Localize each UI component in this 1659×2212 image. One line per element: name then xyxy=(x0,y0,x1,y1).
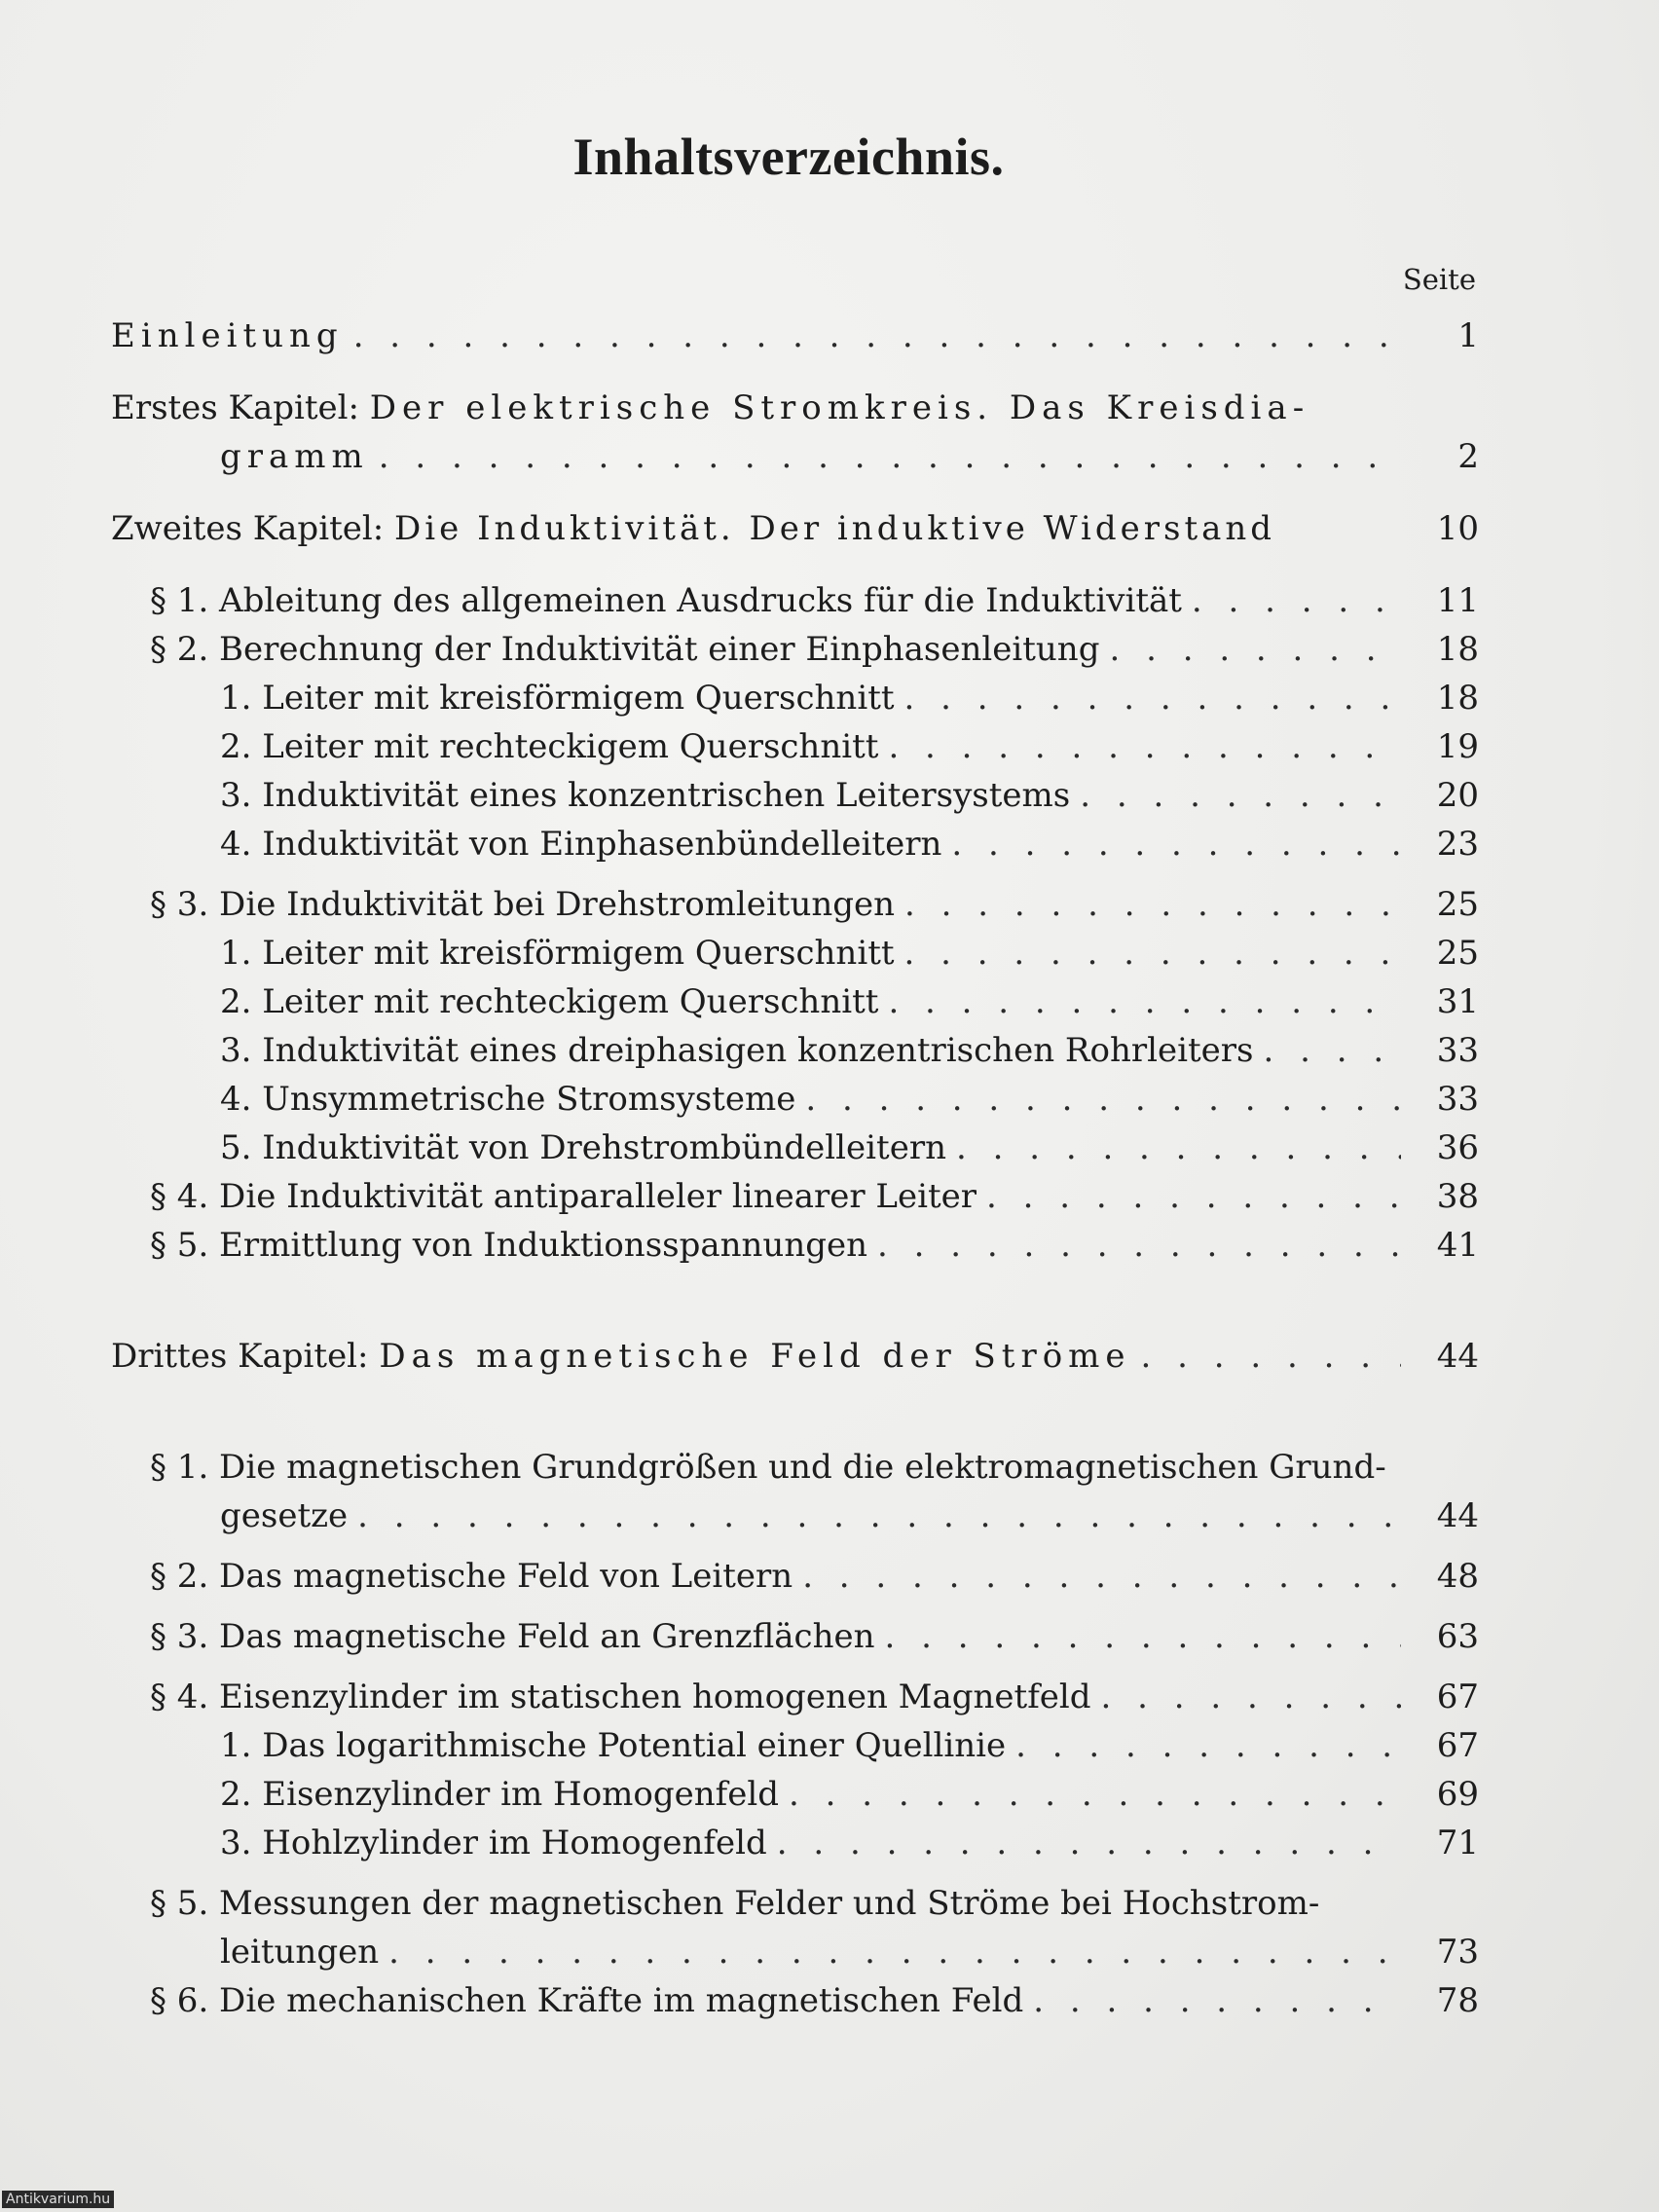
toc-entry-chapter-2 xyxy=(111,504,1479,553)
toc-entry-subsection xyxy=(111,977,1479,1026)
toc-entry-subsection xyxy=(111,674,1479,722)
entry-page: 69 xyxy=(1436,1775,1479,1814)
entry-page: 11 xyxy=(1436,581,1479,620)
entry-text: § 5. Ermittlung von Induktionsspannungen xyxy=(150,1226,867,1265)
entry-continuation: gramm xyxy=(220,437,369,476)
entry-page: 36 xyxy=(1436,1128,1479,1167)
entry-continuation: leitungen xyxy=(220,1933,380,1972)
toc-entry-subsection xyxy=(111,820,1479,868)
entry-page: 23 xyxy=(1436,825,1479,864)
toc-entry-chapter-1 xyxy=(111,384,1479,481)
entry-page: 44 xyxy=(1436,1496,1479,1535)
toc-entry-section xyxy=(111,1552,1479,1601)
toc-entry-section xyxy=(111,1976,1479,2025)
toc-entry-einleitung xyxy=(111,312,1479,360)
entry-text: 2. Leiter mit rechteckigem Querschnitt xyxy=(220,982,879,1021)
entry-page: 73 xyxy=(1436,1933,1479,1972)
entry-page: 2 xyxy=(1457,437,1479,476)
toc-entry-subsection xyxy=(111,1770,1479,1819)
entry-page: 63 xyxy=(1436,1617,1479,1656)
entry-text: 5. Induktivität von Drehstrombündelleitern xyxy=(220,1128,946,1167)
entry-text: § 2. Das magnetische Feld von Leitern xyxy=(150,1557,793,1596)
entry-text: 4. Unsymmetrische Stromsysteme xyxy=(220,1080,796,1119)
entry-text: Das magnetische Feld der Ströme xyxy=(379,1337,1131,1376)
entry-page: 10 xyxy=(1436,509,1479,548)
entry-page: 44 xyxy=(1436,1337,1479,1376)
entry-text: 1. Leiter mit kreisförmigem Querschnitt xyxy=(220,934,895,973)
toc-entry-subsection xyxy=(111,771,1479,820)
entry-text: § 1. Ableitung des allgemeinen Ausdrucks für die Induktivität xyxy=(150,581,1182,620)
entry-text: § 2. Berechnung der Induktivität einer Einphasenleitung xyxy=(150,630,1100,669)
toc-entry-chapter-3 xyxy=(111,1332,1479,1381)
entry-text: 1. Das logarithmische Potential einer Quellinie xyxy=(220,1726,1007,1765)
page-column-header: Seite xyxy=(1402,263,1476,296)
toc-entry-section xyxy=(111,1221,1479,1270)
toc-entry-subsection xyxy=(111,1026,1479,1075)
toc-entry-subsection xyxy=(111,1819,1479,1867)
toc-entry-subsection xyxy=(111,1721,1479,1770)
toc-entry-section xyxy=(111,625,1479,674)
entry-text: § 4. Die Induktivität antiparalleler linearer Leiter xyxy=(150,1177,977,1216)
entry-text: Die Induktivität. Der induktive Widerstand xyxy=(394,509,1276,548)
entry-text: § 5. Messungen der magnetischen Felder und Ströme bei Hochstrom- xyxy=(150,1884,1320,1923)
table-of-contents xyxy=(111,312,1479,2025)
toc-entry-section xyxy=(111,1612,1479,1661)
entry-text: § 6. Die mechanischen Kräfte im magnetischen Feld xyxy=(150,1981,1024,2020)
entry-page: 67 xyxy=(1436,1677,1479,1716)
entry-page: 48 xyxy=(1436,1557,1479,1596)
entry-text: Der elektrische Stromkreis. Das Kreisdia- xyxy=(369,388,1310,427)
toc-entry-subsection xyxy=(111,1075,1479,1124)
entry-text: § 1. Die magnetischen Grundgrößen und die elektromagnetischen Grund- xyxy=(150,1448,1386,1487)
toc-entry-section xyxy=(111,1879,1479,1976)
toc-entry-section xyxy=(111,1172,1479,1221)
toc-entry-section xyxy=(111,1443,1479,1540)
entry-text: § 3. Die Induktivität bei Drehstromleitungen xyxy=(150,885,896,924)
entry-text: 3. Induktivität eines konzentrischen Leitersystems xyxy=(220,776,1071,815)
entry-text: 3. Induktivität eines dreiphasigen konzentrischen Rohrleiters xyxy=(220,1031,1254,1070)
toc-entry-subsection xyxy=(111,1124,1479,1172)
entry-continuation: gesetze xyxy=(220,1496,349,1535)
entry-page: 38 xyxy=(1436,1177,1479,1216)
toc-entry-subsection xyxy=(111,722,1479,771)
entry-page: 33 xyxy=(1436,1080,1479,1119)
chapter-label: Erstes Kapitel: xyxy=(111,388,359,427)
entry-page: 25 xyxy=(1436,934,1479,973)
page-title: Inhaltsverzeichnis. xyxy=(572,128,1005,186)
entry-text: 2. Leiter mit rechteckigem Querschnitt xyxy=(220,727,879,766)
entry-page: 78 xyxy=(1436,1981,1479,2020)
entry-page: 20 xyxy=(1436,776,1479,815)
toc-entry-section xyxy=(111,576,1479,625)
entry-page: 18 xyxy=(1436,630,1479,669)
entry-text: 3. Hohlzylinder im Homogenfeld xyxy=(220,1824,767,1862)
entry-page: 33 xyxy=(1436,1031,1479,1070)
entry-text: 1. Leiter mit kreisförmigem Querschnitt xyxy=(220,679,895,718)
entry-text: § 4. Eisenzylinder im statischen homogenen Magnetfeld xyxy=(150,1677,1091,1716)
watermark: Antikvarium.hu xyxy=(2,2191,114,2208)
entry-text: 2. Eisenzylinder im Homogenfeld xyxy=(220,1775,779,1814)
entry-page: 25 xyxy=(1436,885,1479,924)
toc-entry-subsection xyxy=(111,929,1479,977)
chapter-label: Zweites Kapitel: xyxy=(111,509,385,548)
entry-page: 1 xyxy=(1457,316,1479,355)
toc-entry-section xyxy=(111,880,1479,929)
entry-text: Einleitung xyxy=(111,316,344,355)
entry-page: 19 xyxy=(1436,727,1479,766)
entry-page: 67 xyxy=(1436,1726,1479,1765)
entry-text: 4. Induktivität von Einphasenbündelleitern xyxy=(220,825,942,864)
entry-page: 31 xyxy=(1436,982,1479,1021)
entry-page: 41 xyxy=(1436,1226,1479,1265)
entry-page: 18 xyxy=(1436,679,1479,718)
entry-page: 71 xyxy=(1436,1824,1479,1862)
entry-text: § 3. Das magnetische Feld an Grenzflächen xyxy=(150,1617,875,1656)
chapter-label: Drittes Kapitel: xyxy=(111,1337,369,1376)
toc-entry-section xyxy=(111,1673,1479,1721)
